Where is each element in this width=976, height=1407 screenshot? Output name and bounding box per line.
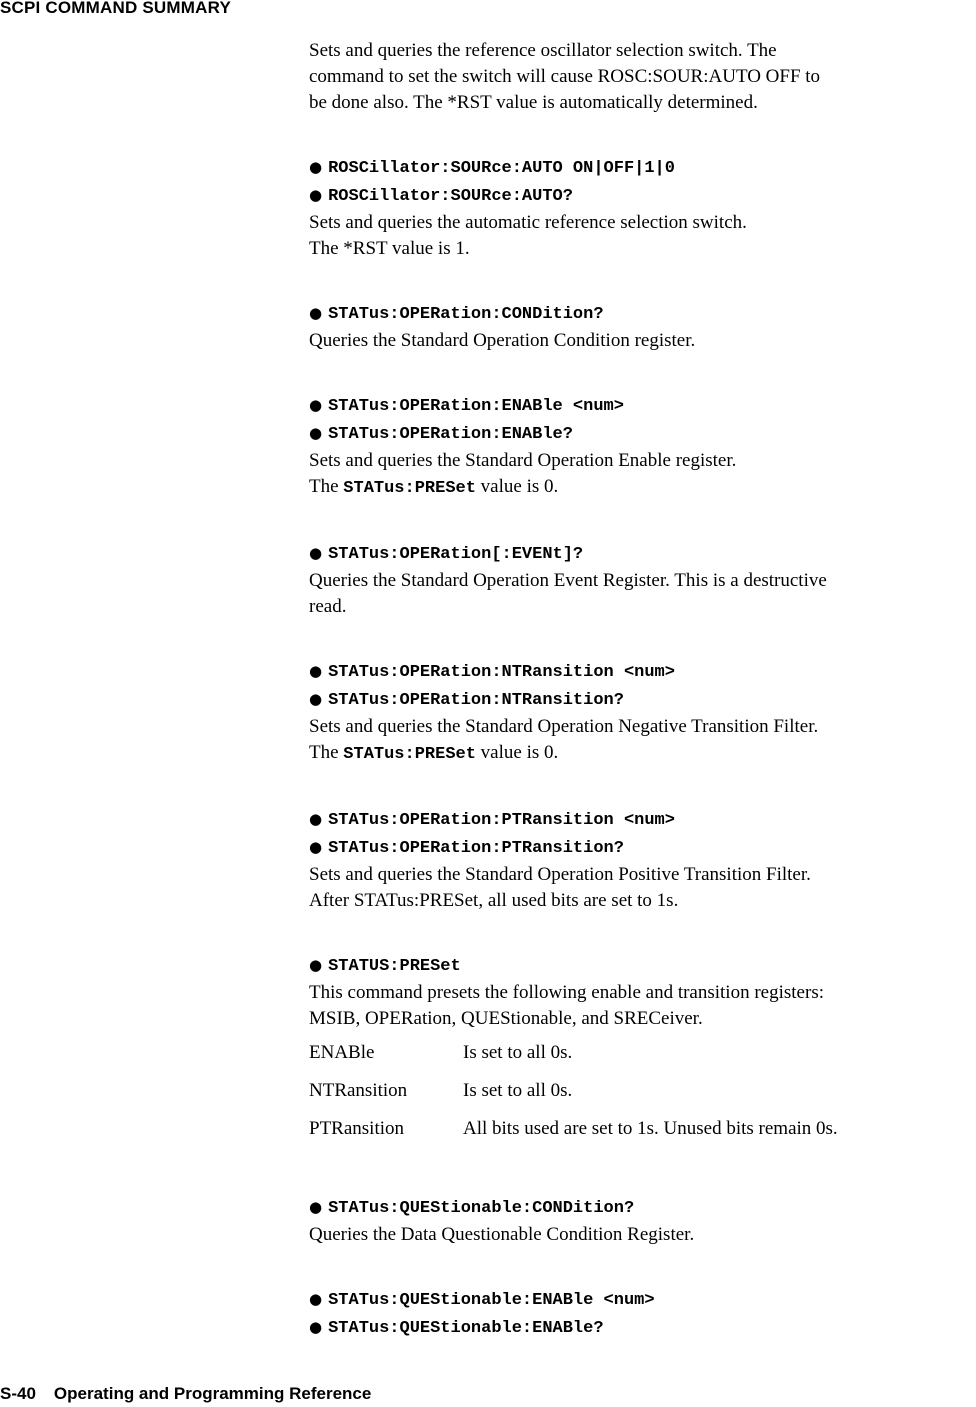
description-line: Queries the Data Questionable Condition Register. bbox=[309, 1224, 695, 1245]
description-line: Queries the Standard Operation Condition register. bbox=[309, 330, 696, 351]
command-block bbox=[309, 806, 976, 914]
command-description bbox=[309, 568, 976, 620]
command-line bbox=[309, 1286, 976, 1314]
preset-suffix: value is 0. bbox=[475, 476, 559, 497]
definition-term: NTRansition bbox=[309, 1080, 408, 1101]
command-block bbox=[309, 658, 976, 768]
preset-prefix: The bbox=[309, 476, 344, 497]
bullet-icon: ● bbox=[309, 1198, 323, 1216]
definition-row bbox=[309, 1042, 976, 1080]
bullet-icon: ● bbox=[309, 662, 323, 680]
page-number: S-40 bbox=[0, 1384, 36, 1403]
preset-line bbox=[309, 740, 976, 768]
command-syntax: STATus:QUEStionable:CONDition? bbox=[328, 1199, 635, 1218]
register-definition-table bbox=[309, 1042, 976, 1156]
command-description bbox=[309, 1222, 976, 1248]
command-line bbox=[309, 540, 976, 568]
definition-row bbox=[309, 1118, 976, 1156]
command-line bbox=[309, 952, 976, 980]
definition-text: All bits used are set to 1s. Unused bits remain 0s. bbox=[463, 1118, 838, 1139]
command-description bbox=[309, 862, 976, 914]
bullet-icon: ● bbox=[309, 424, 323, 442]
command-line bbox=[309, 806, 976, 834]
command-summary-content bbox=[309, 38, 976, 1380]
description-line: command to set the switch will cause ROSC:SOUR:AUTO OFF to bbox=[309, 66, 821, 87]
description-line: Sets and queries the Standard Operation Positive Transition Filter. bbox=[309, 864, 811, 885]
command-line bbox=[309, 834, 976, 862]
command-syntax: STATus:OPERation[:EVENt]? bbox=[328, 545, 584, 564]
description-line: After STATus:PRESet, all used bits are set to 1s. bbox=[309, 890, 679, 911]
command-description bbox=[309, 38, 976, 116]
command-line bbox=[309, 1194, 976, 1222]
command-block bbox=[309, 1194, 976, 1248]
command-line bbox=[309, 182, 976, 210]
bullet-icon: ● bbox=[309, 186, 323, 204]
command-syntax: ROSCillator:SOURce:AUTO ON|OFF|1|0 bbox=[328, 159, 675, 178]
command-block bbox=[309, 392, 976, 502]
command-line bbox=[309, 1314, 976, 1342]
description-line: read. bbox=[309, 596, 347, 617]
description-line: MSIB, OPERation, QUEStionable, and SRECeiver. bbox=[309, 1008, 703, 1029]
bullet-icon: ● bbox=[309, 1290, 323, 1308]
command-syntax: STATus:OPERation:PTRansition <num> bbox=[328, 811, 675, 830]
bullet-icon: ● bbox=[309, 810, 323, 828]
description-line: be done also. The *RST value is automatically determined. bbox=[309, 92, 758, 113]
page-header-title: SCPI COMMAND SUMMARY bbox=[0, 0, 231, 17]
preset-suffix: value is 0. bbox=[475, 742, 559, 763]
command-line bbox=[309, 300, 976, 328]
command-syntax: STATus:OPERation:NTRansition? bbox=[328, 691, 624, 710]
command-syntax: STATus:QUEStionable:ENABle? bbox=[328, 1319, 604, 1338]
preset-prefix: The bbox=[309, 742, 344, 763]
definition-term: ENABle bbox=[309, 1042, 375, 1063]
command-syntax: STATus:OPERation:PTRansition? bbox=[328, 839, 624, 858]
description-line: Queries the Standard Operation Event Register. This is a destructive bbox=[309, 570, 827, 591]
command-description bbox=[309, 448, 976, 502]
definition-term: PTRansition bbox=[309, 1118, 405, 1139]
command-syntax: STATus:OPERation:NTRansition <num> bbox=[328, 663, 675, 682]
definition-text: Is set to all 0s. bbox=[463, 1080, 573, 1101]
command-description bbox=[309, 210, 976, 262]
description-line: This command presets the following enable and transition registers: bbox=[309, 982, 824, 1003]
command-syntax: STATus:OPERation:ENABle? bbox=[328, 425, 573, 444]
page-footer bbox=[0, 1384, 371, 1404]
command-description bbox=[309, 714, 976, 768]
command-syntax: STATus:QUEStionable:ENABle <num> bbox=[328, 1291, 655, 1310]
definition-row bbox=[309, 1080, 976, 1118]
command-line bbox=[309, 686, 976, 714]
footer-section-title: Operating and Programming Reference bbox=[53, 1384, 372, 1403]
bullet-icon: ● bbox=[309, 396, 323, 414]
bullet-icon: ● bbox=[309, 304, 323, 322]
bullet-icon: ● bbox=[309, 956, 323, 974]
description-line: Sets and queries the Standard Operation Enable register. bbox=[309, 450, 737, 471]
preset-command: STATus:PRESet bbox=[343, 479, 476, 498]
command-block bbox=[309, 1286, 976, 1342]
description-line: The *RST value is 1. bbox=[309, 238, 470, 259]
command-block bbox=[309, 952, 976, 1156]
command-line bbox=[309, 420, 976, 448]
command-block bbox=[309, 540, 976, 620]
bullet-icon: ● bbox=[309, 1318, 323, 1336]
bullet-icon: ● bbox=[309, 838, 323, 856]
bullet-icon: ● bbox=[309, 544, 323, 562]
command-syntax: STATus:OPERation:ENABle <num> bbox=[328, 397, 624, 416]
command-description bbox=[309, 328, 976, 354]
description-line: Sets and queries the reference oscillator selection switch. The bbox=[309, 40, 777, 61]
command-block bbox=[309, 154, 976, 262]
command-line bbox=[309, 392, 976, 420]
preset-command: STATus:PRESet bbox=[343, 745, 476, 764]
definition-text: Is set to all 0s. bbox=[463, 1042, 573, 1063]
bullet-icon: ● bbox=[309, 690, 323, 708]
bullet-icon: ● bbox=[309, 158, 323, 176]
command-block bbox=[309, 300, 976, 354]
command-block bbox=[309, 38, 976, 116]
command-line bbox=[309, 154, 976, 182]
command-line bbox=[309, 658, 976, 686]
command-description bbox=[309, 980, 976, 1032]
command-syntax: STATus:OPERation:CONDition? bbox=[328, 305, 604, 324]
command-syntax: ROSCillator:SOURce:AUTO? bbox=[328, 187, 573, 206]
description-line: Sets and queries the Standard Operation Negative Transition Filter. bbox=[309, 716, 819, 737]
description-line: Sets and queries the automatic reference selection switch. bbox=[309, 212, 747, 233]
preset-line bbox=[309, 474, 976, 502]
command-syntax: STATUS:PRESet bbox=[328, 957, 461, 976]
